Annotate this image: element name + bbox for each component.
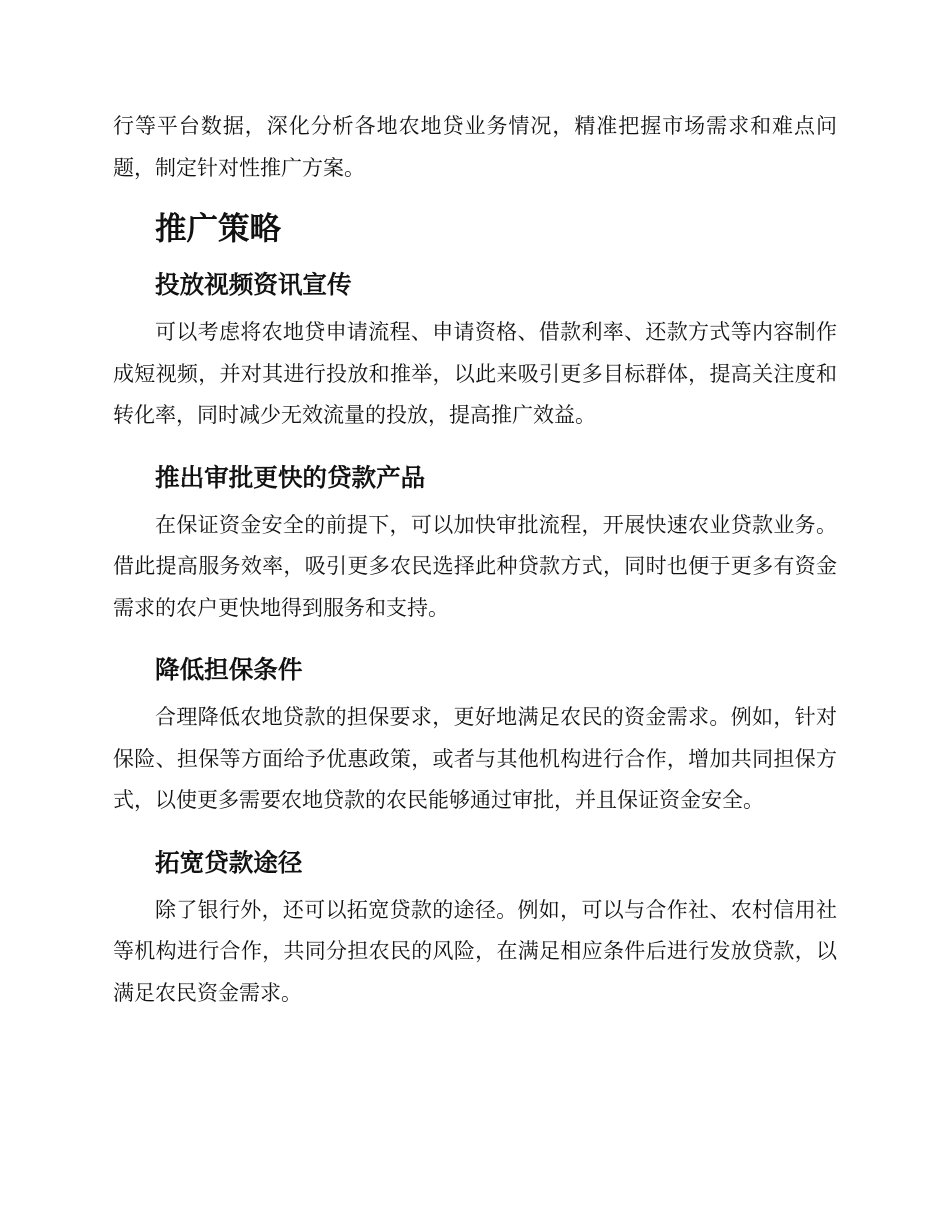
- subsection-heading-video-promotion: 投放视频资讯宣传: [155, 270, 352, 299]
- document-body: [113, 106, 837, 1014]
- subsection-heading-faster-approval: 推出审批更快的贷款产品: [155, 462, 426, 492]
- subsection-heading-broaden-channels: 拓宽贷款途径: [155, 847, 303, 877]
- subsection-body-faster-approval: 在保证资金安全的前提下，可以加快审批流程，开展快速农业贷款业务。借此提高服务效率，吸引更多农民选择此种贷款方式，同时也便于更多有资金需求的农户更快地得到服务和支持。: [113, 512, 837, 620]
- subsection-body-video-promotion: 可以考虑将农地贷申请流程、申请资格、借款利率、还款方式等内容制作成短视频，并对其进行投放和推举，以此来吸引更多目标群体，提高关注度和转化率，同时减少无效流量的投放，提高推广效益。: [113, 320, 837, 427]
- subsection-heading-lower-guarantee: 降低担保条件: [155, 655, 303, 684]
- subsection-body-lower-guarantee: 合理降低农地贷款的担保要求，更好地满足农民的资金需求。例如，针对保险、担保等方面给予优惠政策，或者与其他机构进行合作，增加共同担保方式，以使更多需要农地贷款的农民能够通过审批，并且保证资金安全。: [113, 705, 837, 812]
- intro-paragraph: 行等平台数据，深化分析各地农地贷业务情况，精准把握市场需求和难点问题，制定针对性推广方案。: [113, 114, 837, 180]
- section-title: 推广策略: [155, 211, 282, 247]
- subsection-body-broaden-channels: 除了银行外，还可以拓宽贷款的途径。例如，可以与合作社、农村信用社等机构进行合作，共同分担农民的风险，在满足相应条件后进行发放贷款，以满足农民资金需求。: [113, 897, 837, 1005]
